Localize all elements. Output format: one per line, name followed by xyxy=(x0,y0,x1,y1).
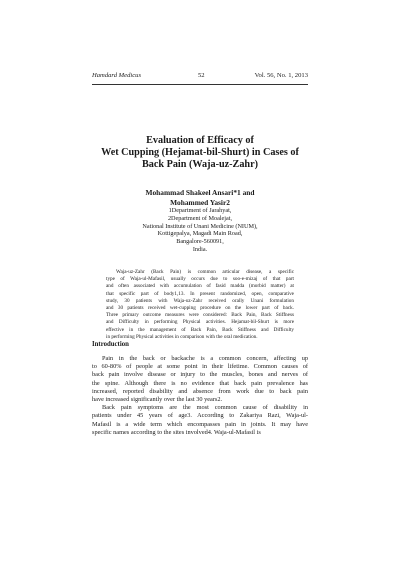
affiliation-line: Kottigepalya, Magadi Main Road, xyxy=(157,230,243,238)
affiliation-block xyxy=(80,207,320,254)
title-line: Wet Cupping (Hejamat-bil-Shurt) in Cases of xyxy=(101,147,299,158)
body-line: have increased significantly over the last 30 years2. xyxy=(92,395,223,403)
abstract-line: Three primary outcome measures were considered: Back Pain, Back Stiffness xyxy=(106,312,294,319)
abstract-line: Waja-uz-Zahr (Back Pain) is common articular disease, a specific xyxy=(116,269,294,275)
abstract xyxy=(106,269,294,341)
volume-info: Vol. 56, No. 1, 2013 xyxy=(254,72,308,79)
body-line: to 60-80% of people at some point in their lifetime. Common causes of xyxy=(92,363,308,371)
article-title xyxy=(80,135,320,171)
abstract-line: that specific part of body1,13. In present randomized, open, comparative xyxy=(106,290,294,297)
body-text xyxy=(92,355,308,437)
affiliation-line: 2Department of Moalejat, xyxy=(167,214,233,222)
running-header xyxy=(92,72,308,84)
author-block xyxy=(80,188,320,207)
title-line: Evaluation of Efficacy of xyxy=(146,135,254,146)
body-line: Mafasil is a wide term which encompasses pain in joints. It may have xyxy=(92,420,308,428)
body-line: the spine. Although there is no evidence that back pain prevalence has xyxy=(92,379,308,387)
header-divider xyxy=(92,84,308,85)
title-line: Back Pain (Waja-uz-Zahr) xyxy=(141,159,259,170)
abstract-line: type of Waja-ul-Mafasil, usually occurs due to soo-e-mizaj of that part xyxy=(106,276,294,283)
affiliation-line: Bangalore-560091, xyxy=(176,238,224,246)
abstract-line: and Difficulty in performing Physical activities. Hejamat-bil-Shurt is more xyxy=(106,319,294,326)
body-line: Back pain symptoms are the most common cause of disability in xyxy=(102,404,308,412)
abstract-line: and often associated with accumulation of fasid madda (morbid matter) at xyxy=(106,283,294,290)
abstract-line: and 30 patients received wet-cupping procedure on the lower part of back. xyxy=(106,304,294,311)
abstract-line: effective in the management of Back Pain, Back Stiffness and Difficulty xyxy=(106,326,294,333)
body-line: Pain in the back or backache is a common concern, affecting up xyxy=(102,355,308,362)
body-line: back pain involve disease or injury to the muscles, bones and nerves of xyxy=(92,371,308,379)
abstract-line: study, 30 patients with Waja-uz-Zahr received orally Unani formulation xyxy=(106,297,294,304)
affiliation-line: 1Department of Jarahyat, xyxy=(168,207,232,214)
body-line: patients under 45 years of age3. According to Zakariya Razi, Waja-ul- xyxy=(92,412,308,420)
journal-name: Hamdard Medicus xyxy=(92,72,142,79)
body-line: specific names according to the sites involved4. Waja-ul-Mafasil is xyxy=(92,428,261,436)
body-line: increased, reported disability and absence from work due to back pain xyxy=(92,387,308,395)
affiliation-line: India. xyxy=(192,245,208,253)
abstract-line: in performing Physical activities in comparison with the oral medication. xyxy=(106,333,258,340)
author-line: Mohammed Yasir2 xyxy=(170,197,230,207)
page-number: 52 xyxy=(198,72,205,79)
author-line: Mohammad Shakeel Ansari*1 and xyxy=(145,188,255,197)
section-heading: Introduction xyxy=(92,341,129,348)
affiliation-line: National Institute of Unani Medicine (NIUM), xyxy=(142,222,258,230)
